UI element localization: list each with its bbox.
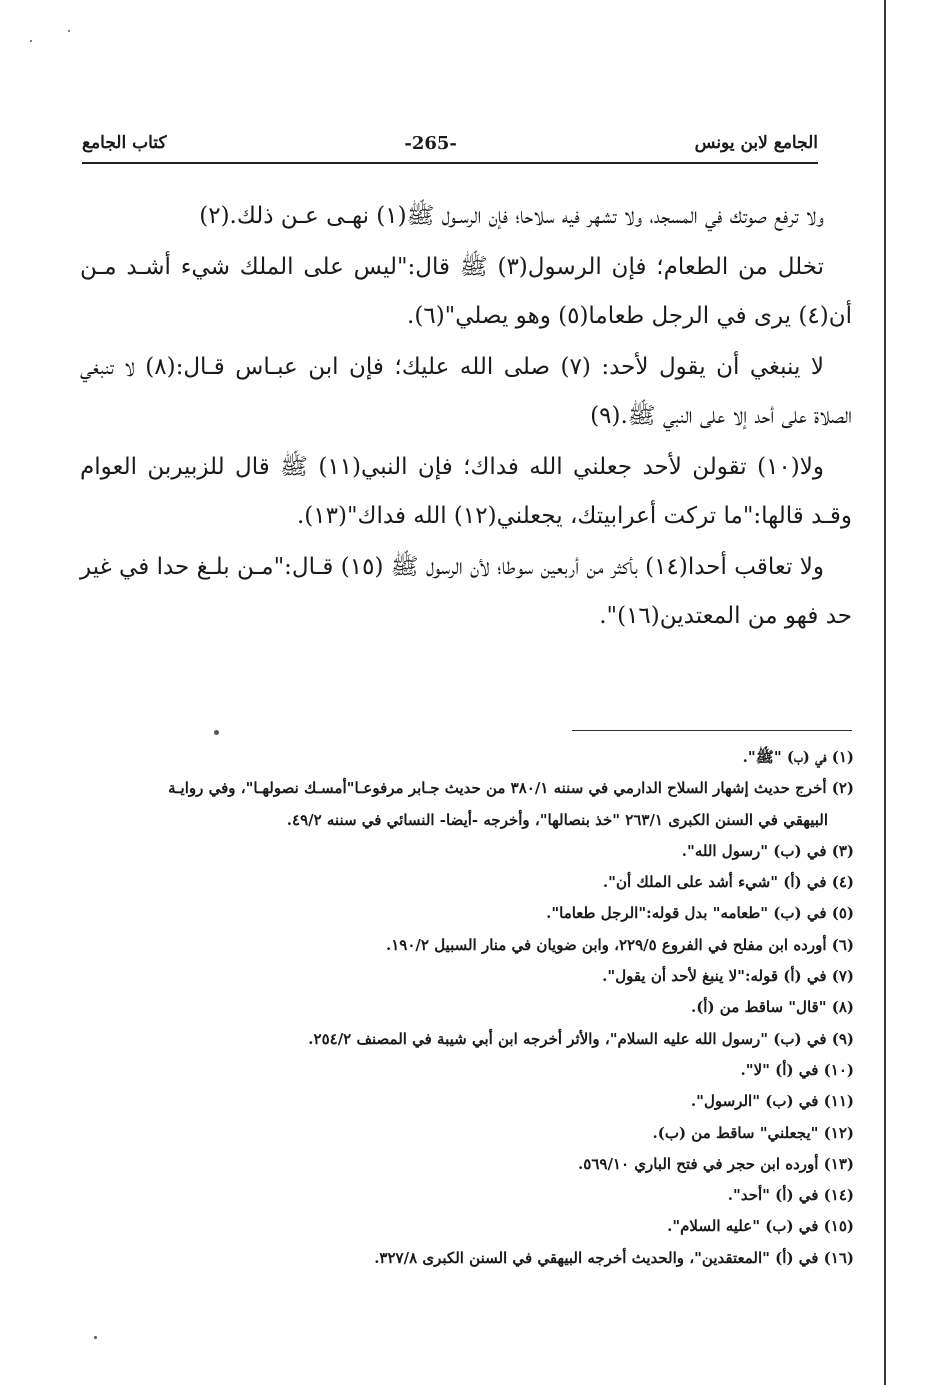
footnote-text: (١٠) في (أ) "لا".	[740, 1060, 854, 1079]
footnote	[80, 898, 854, 929]
footnote-text: (٤) في (أ) "شيء أشد على الملك أن".	[602, 873, 854, 892]
footnote	[80, 773, 854, 836]
footnote-separator	[572, 730, 852, 731]
footnote-text: (٨) "قال" ساقط من (أ).	[690, 998, 854, 1017]
footnote	[80, 1086, 854, 1117]
paragraph: ولا ترفع صوتك في المسجد، ولا تشهر فيه سلاحا؛ فإن الرسـول ﷺ(١) نهـى عـن ذلك.(٢)	[199, 203, 824, 229]
footnote	[80, 1211, 854, 1242]
footnote	[80, 742, 854, 773]
footnote-text: (٣) في (ب) "رسول الله".	[681, 841, 854, 860]
footnotes	[80, 742, 854, 1274]
paragraph: تخلل من الطعام؛ فإن الرسول(٣) ﷺ قال:"ليس على الملك شيء أشـد مـن أن(٤) يرى في الرجل طعاما(٥) وهو يصلي"(٦).	[80, 254, 852, 329]
scan-edge-line	[884, 0, 886, 1385]
paragraph: ولا تعاقب أحدا(١٤) بأكثر من أربعين سوطا؛ لأن الرسول ﷺ (١٥) قـال:"مـن بلـغ حدا في غير حد فهو من المعتدين(١٦)".	[80, 554, 852, 629]
footnote-text: (١٥) في (ب) "عليه السلام".	[667, 1217, 854, 1236]
footnote-continuation: البيهقي في السنن الكبرى ٢٦٣/١ "خذ بنصالها"، وأخرجه -أيضا- النسائي في سننه ٤٩/٢.	[286, 810, 828, 829]
scan-speck	[30, 40, 32, 42]
paragraph: لا ينبغي أن يقول لأحد: (٧) صلى الله عليك؛ فإن ابن عبـاس قـال:(٨) لا تنبغي الصلاة على أحد إلا على النبي ﷺ.(٩)	[80, 354, 852, 429]
running-header	[82, 128, 818, 158]
footnote	[80, 1055, 854, 1086]
footnote-text: (٥) في (ب) "طعامه" بدل قوله:"الرجل طعاما".	[546, 904, 854, 923]
footnote-text: (١١) في (ب) "الرسول".	[690, 1092, 854, 1111]
scan-speck	[68, 30, 70, 32]
footnote	[80, 1118, 854, 1149]
footnote-text: (١٦) في (أ) "المعتقدين"، والحديث أخرجه البيهقي في السنن الكبرى ٣٢٧/٨.	[374, 1248, 854, 1267]
footnote-text: (٧) في (أ) قوله:"لا ينبغ لأحد أن يقول".	[602, 967, 854, 986]
footnote	[80, 1149, 854, 1180]
header-rule	[82, 162, 818, 164]
footnote-text: (١) في (ب) "ﷺ".	[742, 748, 854, 766]
footnote	[80, 867, 854, 898]
scan-speck	[94, 1336, 97, 1339]
footnote-text: (١٢) "يجعلني" ساقط من (ب).	[652, 1123, 854, 1142]
footnote-text: (٦) أورده ابن مفلح في الفروع ٢٢٩/٥، وابن ضويان في منار السبيل ١٩٠/٢.	[386, 935, 854, 954]
footnote-text: (١٤) في (أ) "أحد".	[727, 1186, 854, 1205]
footnote	[80, 1243, 854, 1274]
footnote	[80, 930, 854, 961]
footnote-text: (٩) في (ب) "رسول الله عليه السلام"، والأثر أخرجه ابن أبي شيبة في المصنف ٢٥٤/٢.	[308, 1029, 854, 1048]
header-section-title: كتاب الجامع	[82, 133, 167, 153]
footnote-text: (١٣) أورده ابن حجر في فتح الباري ٥٦٩/١٠.	[578, 1154, 854, 1173]
footnote	[80, 1024, 854, 1055]
header-book-title: الجامع لابن يونس	[694, 133, 818, 153]
footnote	[80, 961, 854, 992]
footnote	[80, 992, 854, 1023]
footnote-text: (٢) أخرج حديث إشهار السلاح الدارمي في سننه ٣٨٠/١ من حديث جـابر مرفوعـا"أمسـك نصولهـا"، وفي روايـة	[168, 779, 854, 798]
footnote	[80, 1180, 854, 1211]
paragraph: ولا(١٠) تقولن لأحد جعلني الله فداك؛ فإن النبي(١١) ﷺ قال للزبيربن العوام وقـد قالها:"ما تركت أعرابيتك، يجعلني(١٢) الله فداك"(١٣).	[80, 454, 852, 529]
scan-speck	[214, 730, 219, 735]
page-number: -265-	[404, 132, 457, 154]
footnote	[80, 836, 854, 867]
main-text	[80, 192, 852, 643]
